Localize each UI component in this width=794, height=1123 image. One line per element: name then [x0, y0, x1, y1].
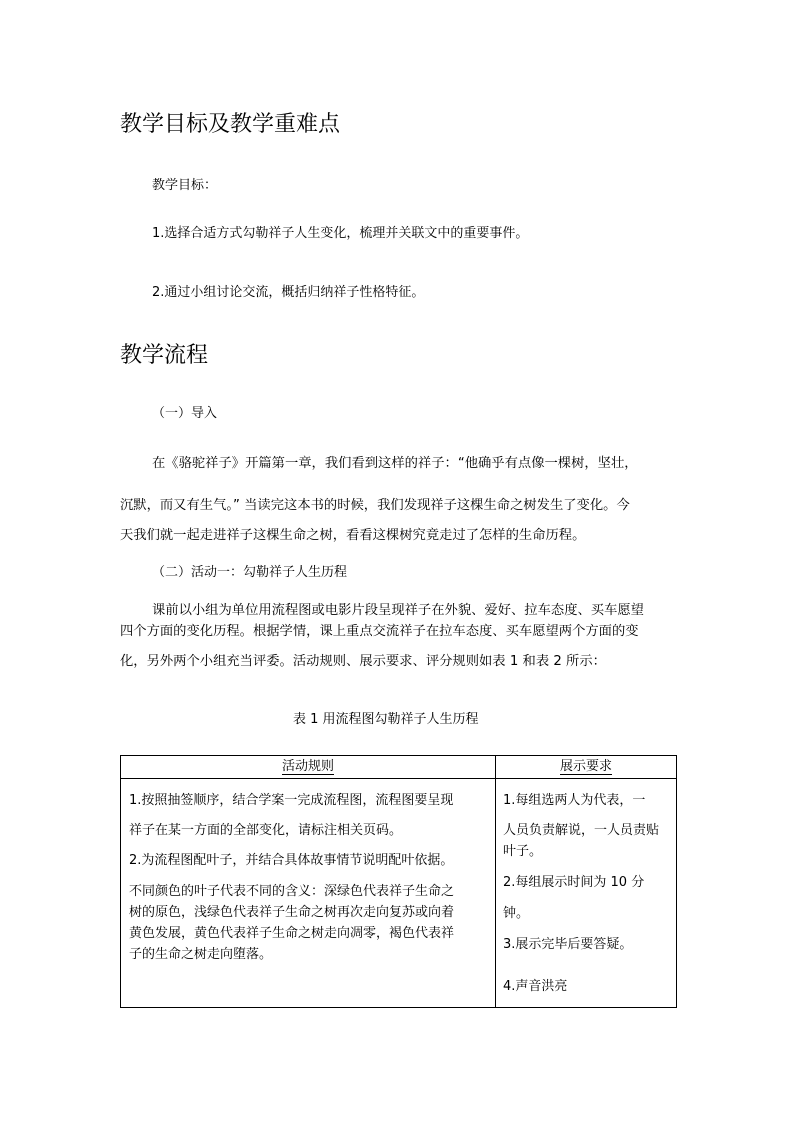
table-caption: 表 1 用流程图勾勒祥子人生历程 [293, 712, 479, 727]
rules-cell [121, 779, 496, 1008]
section2-line-3: 化，另外两个小组充当评委。活动规则、展示要求、评分规则如表 1 和表 2 所示： [120, 654, 606, 669]
req-line-1: 1.每组选两人为代表，一 [503, 793, 646, 808]
rules-line-4: 不同颜色的叶子代表不同的含义：深绿色代表祥子生命之 [129, 884, 455, 899]
table-header-requirements: 展示要求 [496, 756, 677, 779]
goals-label: 教学目标： [152, 178, 218, 193]
heading-process: 教学流程 [120, 343, 209, 368]
table-header-rules: 活动规则 [121, 756, 496, 779]
section2-title: （二）活动一：勾勒祥子人生历程 [152, 565, 348, 580]
section1-line-2: 沉默，而又有生气。” 当读完这本书的时候，我们发现祥子这棵生命之树发生了变化。今 [120, 498, 630, 513]
req-line-5: 钟。 [503, 906, 530, 921]
rules-line-3: 2.为流程图配叶子，并结合具体故事情节说明配叶依据。 [129, 853, 454, 868]
goal-item-2: 2.通过小组讨论交流，概括归纳祥子性格特征。 [152, 285, 425, 300]
req-line-6: 3.展示完毕后要答疑。 [503, 937, 633, 952]
req-line-3: 叶子。 [503, 844, 543, 859]
activity-table [120, 755, 677, 1008]
rules-line-1: 1.按照抽签顺序，结合学案一完成流程图，流程图要呈现 [129, 793, 454, 808]
goal-item-1: 1.选择合适方式勾勒祥子人生变化，梳理并关联文中的重要事件。 [152, 226, 529, 241]
rules-line-5: 树的原色，浅绿色代表祥子生命之树再次走向复苏或向着 [129, 905, 455, 920]
heading-goals: 教学目标及教学重难点 [120, 112, 341, 137]
section1-title: （一）导入 [152, 406, 218, 421]
req-line-4: 2.每组展示时间为 10 分 [503, 875, 645, 890]
table-row [121, 779, 677, 1008]
rules-line-7: 子的生命之树走向堕落。 [129, 947, 273, 962]
requirements-cell [496, 779, 677, 1008]
section2-line-2: 四个方面的变化历程。根据学情，课上重点交流祥子在拉车态度、买车愿望两个方面的变 [120, 624, 639, 639]
section1-line-1: 在《骆驼祥子》开篇第一章，我们看到这样的祥子：“他确乎有点像一棵树，坚壮， [152, 456, 638, 471]
req-line-7: 4.声音洪亮 [503, 979, 568, 994]
section1-line-3: 天我们就一起走进祥子这棵生命之树，看看这棵树究竟走过了怎样的生命历程。 [120, 528, 586, 543]
rules-line-6: 黄色发展，黄色代表祥子生命之树走向凋零，褐色代表祥 [129, 926, 455, 941]
rules-line-2: 祥子在某一方面的全部变化，请标注相关页码。 [129, 823, 403, 838]
section2-line-1: 课前以小组为单位用流程图或电影片段呈现祥子在外貌、爱好、拉车态度、买车愿望 [152, 603, 644, 618]
req-line-2: 人员负责解说，一人员责贴 [503, 823, 660, 838]
table-header-row [121, 756, 677, 779]
